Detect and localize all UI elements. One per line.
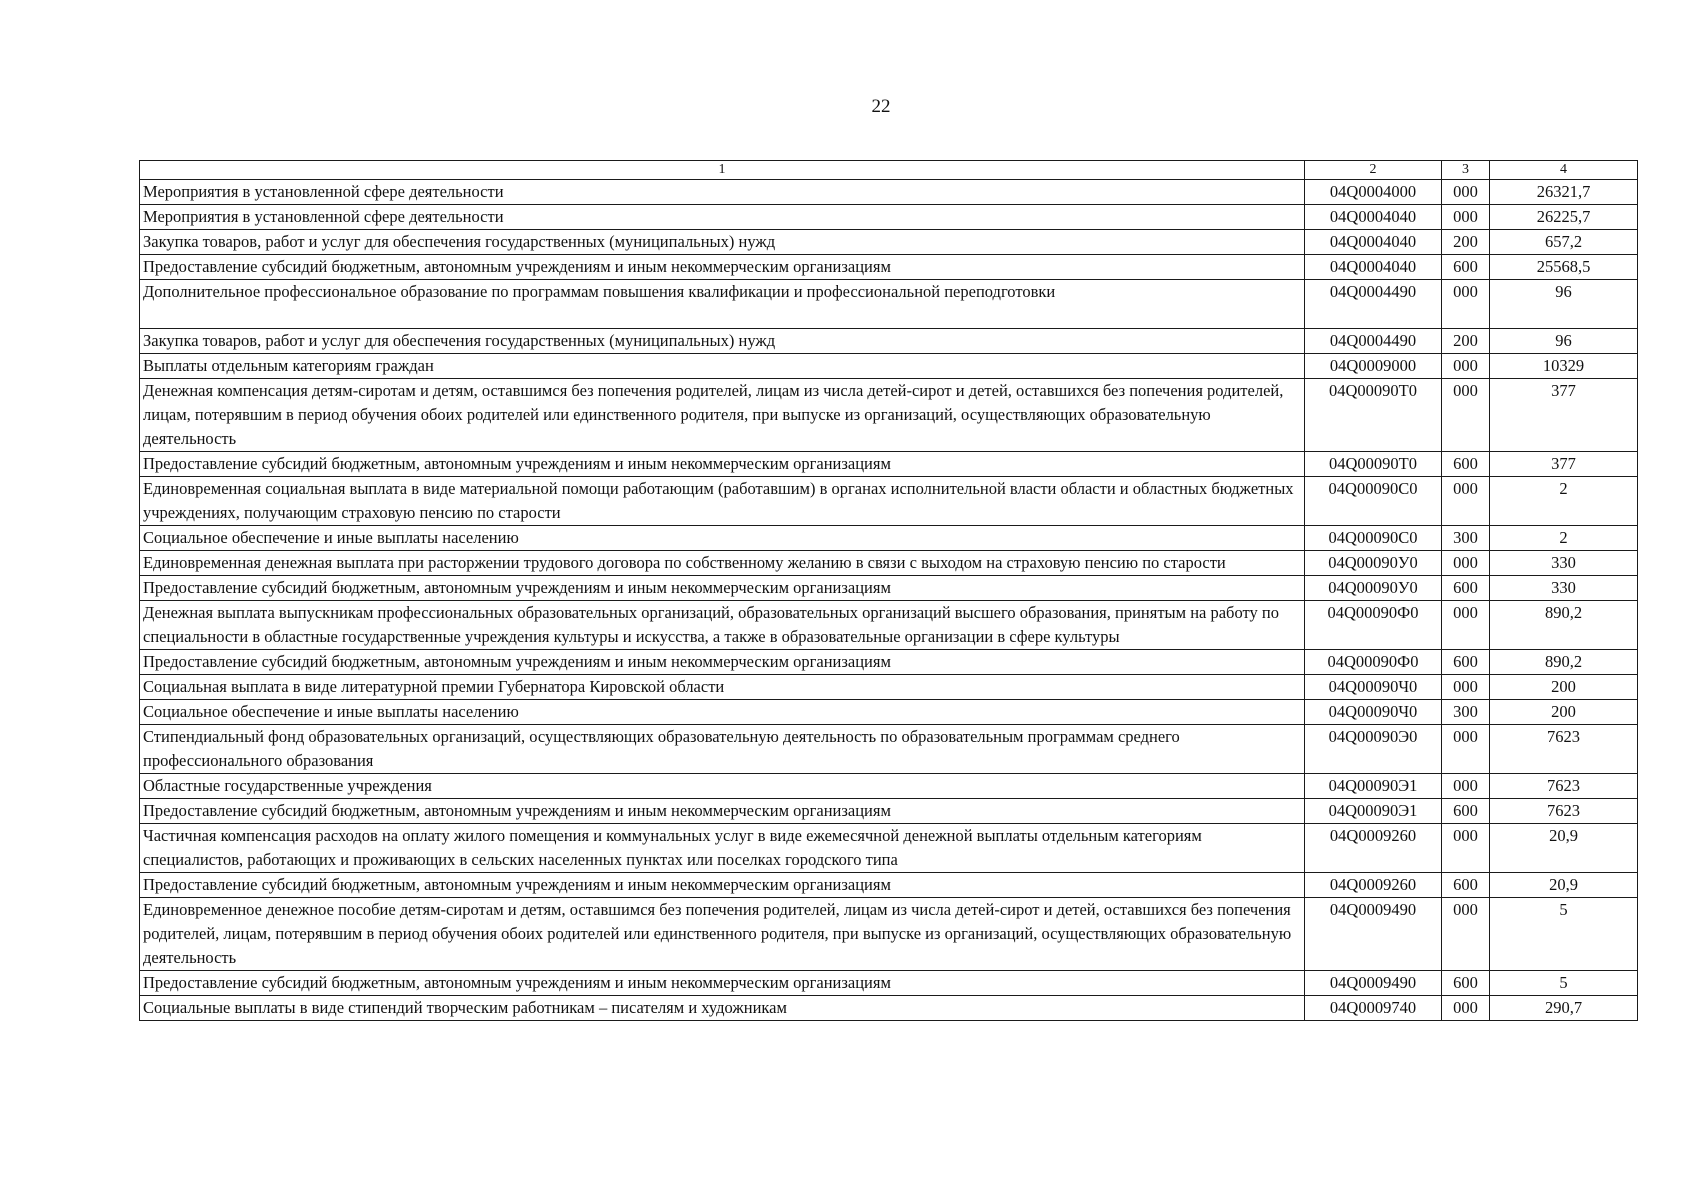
row-name: Социальное обеспечение и иные выплаты населению [140, 700, 1305, 725]
row-name: Мероприятия в установленной сфере деятельности [140, 180, 1305, 205]
row-name: Социальное обеспечение и иные выплаты населению [140, 526, 1305, 551]
row-type: 600 [1442, 873, 1490, 898]
row-type: 000 [1442, 601, 1490, 650]
table-row [140, 551, 1638, 576]
page-number: 22 [871, 96, 891, 117]
row-code: 04Q00090C0 [1305, 477, 1442, 526]
row-name: Выплаты отдельным категориям граждан [140, 354, 1305, 379]
table-row [140, 205, 1638, 230]
row-name: Предоставление субсидий бюджетным, автономным учреждениям и иным некоммерческим организациям [140, 576, 1305, 601]
row-type: 200 [1442, 329, 1490, 354]
row-sum: 26225,7 [1490, 205, 1638, 230]
row-code: 04Q0004040 [1305, 255, 1442, 280]
row-name: Денежная выплата выпускникам профессиональных образовательных организаций, образовательных организаций высшего образования, принятым на работу по специальности в областные государственные учреждения культуры и искусства, а также в образовательные организации в сфере культуры [140, 601, 1305, 650]
row-type: 000 [1442, 824, 1490, 873]
row-code: 04Q0004490 [1305, 329, 1442, 354]
row-code: 04Q0004040 [1305, 205, 1442, 230]
row-sum: 2 [1490, 526, 1638, 551]
row-sum: 5 [1490, 971, 1638, 996]
row-name: Единовременная денежная выплата при расторжении трудового договора по собственному желанию в связи с выходом на страховую пенсию по старости [140, 551, 1305, 576]
row-name: Стипендиальный фонд образовательных организаций, осуществляющих образовательную деятельность по образовательным программам среднего профессионального образования [140, 725, 1305, 774]
row-name: Предоставление субсидий бюджетным, автономным учреждениям и иным некоммерческим организациям [140, 971, 1305, 996]
header-cell: 2 [1305, 161, 1442, 180]
row-code: 04Q0004490 [1305, 280, 1442, 329]
row-sum: 890,2 [1490, 650, 1638, 675]
row-code: 04Q00090C0 [1305, 526, 1442, 551]
row-type: 300 [1442, 700, 1490, 725]
row-sum: 7623 [1490, 799, 1638, 824]
row-sum: 377 [1490, 379, 1638, 452]
row-type: 000 [1442, 675, 1490, 700]
table-row [140, 650, 1638, 675]
table-row [140, 230, 1638, 255]
table-row [140, 180, 1638, 205]
row-name: Закупка товаров, работ и услуг для обеспечения государственных (муниципальных) нужд [140, 230, 1305, 255]
row-sum: 96 [1490, 329, 1638, 354]
row-name: Предоставление субсидий бюджетным, автономным учреждениям и иным некоммерческим организациям [140, 255, 1305, 280]
row-sum: 200 [1490, 675, 1638, 700]
row-sum: 290,7 [1490, 996, 1638, 1021]
row-name: Единовременное денежное пособие детям-сиротам и детям, оставшимся без попечения родителей, лицам из числа детей-сирот и детей, оставшихся без попечения родителей, лицам, потерявшим в период обучения обоих родителей или единственного родителя, при выпуске из организаций, осуществляющих образовательную деятельность [140, 898, 1305, 971]
row-sum: 7623 [1490, 725, 1638, 774]
row-code: 04Q0009260 [1305, 824, 1442, 873]
row-code: 04Q00090Э1 [1305, 774, 1442, 799]
row-name: Предоставление субсидий бюджетным, автономным учреждениям и иным некоммерческим организациям [140, 799, 1305, 824]
row-sum: 377 [1490, 452, 1638, 477]
table-row [140, 799, 1638, 824]
table-row [140, 255, 1638, 280]
row-type: 000 [1442, 725, 1490, 774]
row-sum: 890,2 [1490, 601, 1638, 650]
row-code: 04Q00090У0 [1305, 551, 1442, 576]
row-type: 200 [1442, 230, 1490, 255]
row-sum: 2 [1490, 477, 1638, 526]
row-type: 600 [1442, 971, 1490, 996]
row-sum: 20,9 [1490, 873, 1638, 898]
row-sum: 657,2 [1490, 230, 1638, 255]
row-code: 04Q00090Ф0 [1305, 601, 1442, 650]
row-name: Закупка товаров, работ и услуг для обеспечения государственных (муниципальных) нужд [140, 329, 1305, 354]
row-type: 000 [1442, 477, 1490, 526]
row-name: Частичная компенсация расходов на оплату жилого помещения и коммунальных услуг в виде ежемесячной денежной выплаты отдельным категориям специалистов, работающих и проживающих в сельских населенных пунктах или поселках городского типа [140, 824, 1305, 873]
row-sum: 330 [1490, 576, 1638, 601]
table-row [140, 452, 1638, 477]
table-row [140, 873, 1638, 898]
row-code: 04Q00090Ф0 [1305, 650, 1442, 675]
row-code: 04Q0009740 [1305, 996, 1442, 1021]
row-name: Социальная выплата в виде литературной премии Губернатора Кировской области [140, 675, 1305, 700]
row-sum: 5 [1490, 898, 1638, 971]
row-code: 04Q00090Э1 [1305, 799, 1442, 824]
row-code: 04Q00090Ч0 [1305, 700, 1442, 725]
row-name: Денежная компенсация детям-сиротам и детям, оставшимся без попечения родителей, лицам из числа детей-сирот и детей, оставшихся без попечения родителей, лицам, потерявшим в период обучения обоих родителей или единственного родителя, при выпуске из организаций, осуществляющих образовательную деятельность [140, 379, 1305, 452]
row-type: 600 [1442, 255, 1490, 280]
row-type: 000 [1442, 354, 1490, 379]
table-row [140, 824, 1638, 873]
row-type: 600 [1442, 576, 1490, 601]
row-type: 000 [1442, 280, 1490, 329]
table-row [140, 477, 1638, 526]
row-type: 000 [1442, 551, 1490, 576]
row-code: 04Q0009260 [1305, 873, 1442, 898]
row-name: Предоставление субсидий бюджетным, автономным учреждениям и иным некоммерческим организациям [140, 452, 1305, 477]
row-type: 600 [1442, 452, 1490, 477]
table-row [140, 329, 1638, 354]
row-type: 000 [1442, 996, 1490, 1021]
row-code: 04Q0009000 [1305, 354, 1442, 379]
header-cell: 3 [1442, 161, 1490, 180]
row-type: 000 [1442, 774, 1490, 799]
row-sum: 25568,5 [1490, 255, 1638, 280]
budget-table [139, 160, 1638, 1021]
row-sum: 330 [1490, 551, 1638, 576]
table-row [140, 280, 1638, 329]
row-type: 300 [1442, 526, 1490, 551]
table-row [140, 526, 1638, 551]
table-row [140, 675, 1638, 700]
table-row [140, 774, 1638, 799]
row-sum: 96 [1490, 280, 1638, 329]
row-sum: 26321,7 [1490, 180, 1638, 205]
row-sum: 10329 [1490, 354, 1638, 379]
row-code: 04Q00090У0 [1305, 576, 1442, 601]
table-row [140, 700, 1638, 725]
row-name: Мероприятия в установленной сфере деятельности [140, 205, 1305, 230]
row-code: 04Q0004040 [1305, 230, 1442, 255]
row-type: 000 [1442, 205, 1490, 230]
row-code: 04Q00090T0 [1305, 452, 1442, 477]
row-name: Областные государственные учреждения [140, 774, 1305, 799]
row-code: 04Q0004000 [1305, 180, 1442, 205]
table-row [140, 971, 1638, 996]
row-name: Единовременная социальная выплата в виде материальной помощи работающим (работавшим) в органах исполнительной власти области и областных бюджетных учреждениях, получающим страховую пенсию по старости [140, 477, 1305, 526]
row-code: 04Q0009490 [1305, 971, 1442, 996]
table-row [140, 996, 1638, 1021]
row-type: 000 [1442, 379, 1490, 452]
row-name: Социальные выплаты в виде стипендий творческим работникам – писателям и художникам [140, 996, 1305, 1021]
header-cell: 4 [1490, 161, 1638, 180]
row-name: Предоставление субсидий бюджетным, автономным учреждениям и иным некоммерческим организациям [140, 650, 1305, 675]
row-type: 000 [1442, 898, 1490, 971]
row-name: Предоставление субсидий бюджетным, автономным учреждениям и иным некоммерческим организациям [140, 873, 1305, 898]
table-row [140, 725, 1638, 774]
row-sum: 7623 [1490, 774, 1638, 799]
table-row [140, 576, 1638, 601]
table-row [140, 898, 1638, 971]
row-code: 04Q0009490 [1305, 898, 1442, 971]
row-type: 600 [1442, 650, 1490, 675]
table-row [140, 601, 1638, 650]
row-name: Дополнительное профессиональное образование по программам повышения квалификации и профессиональной переподготовки [140, 280, 1305, 329]
row-type: 600 [1442, 799, 1490, 824]
row-code: 04Q00090T0 [1305, 379, 1442, 452]
row-type: 000 [1442, 180, 1490, 205]
row-code: 04Q00090Э0 [1305, 725, 1442, 774]
row-sum: 200 [1490, 700, 1638, 725]
table-header-row [140, 161, 1638, 180]
row-code: 04Q00090Ч0 [1305, 675, 1442, 700]
table-row [140, 354, 1638, 379]
table-row [140, 379, 1638, 452]
header-cell: 1 [140, 161, 1305, 180]
row-sum: 20,9 [1490, 824, 1638, 873]
